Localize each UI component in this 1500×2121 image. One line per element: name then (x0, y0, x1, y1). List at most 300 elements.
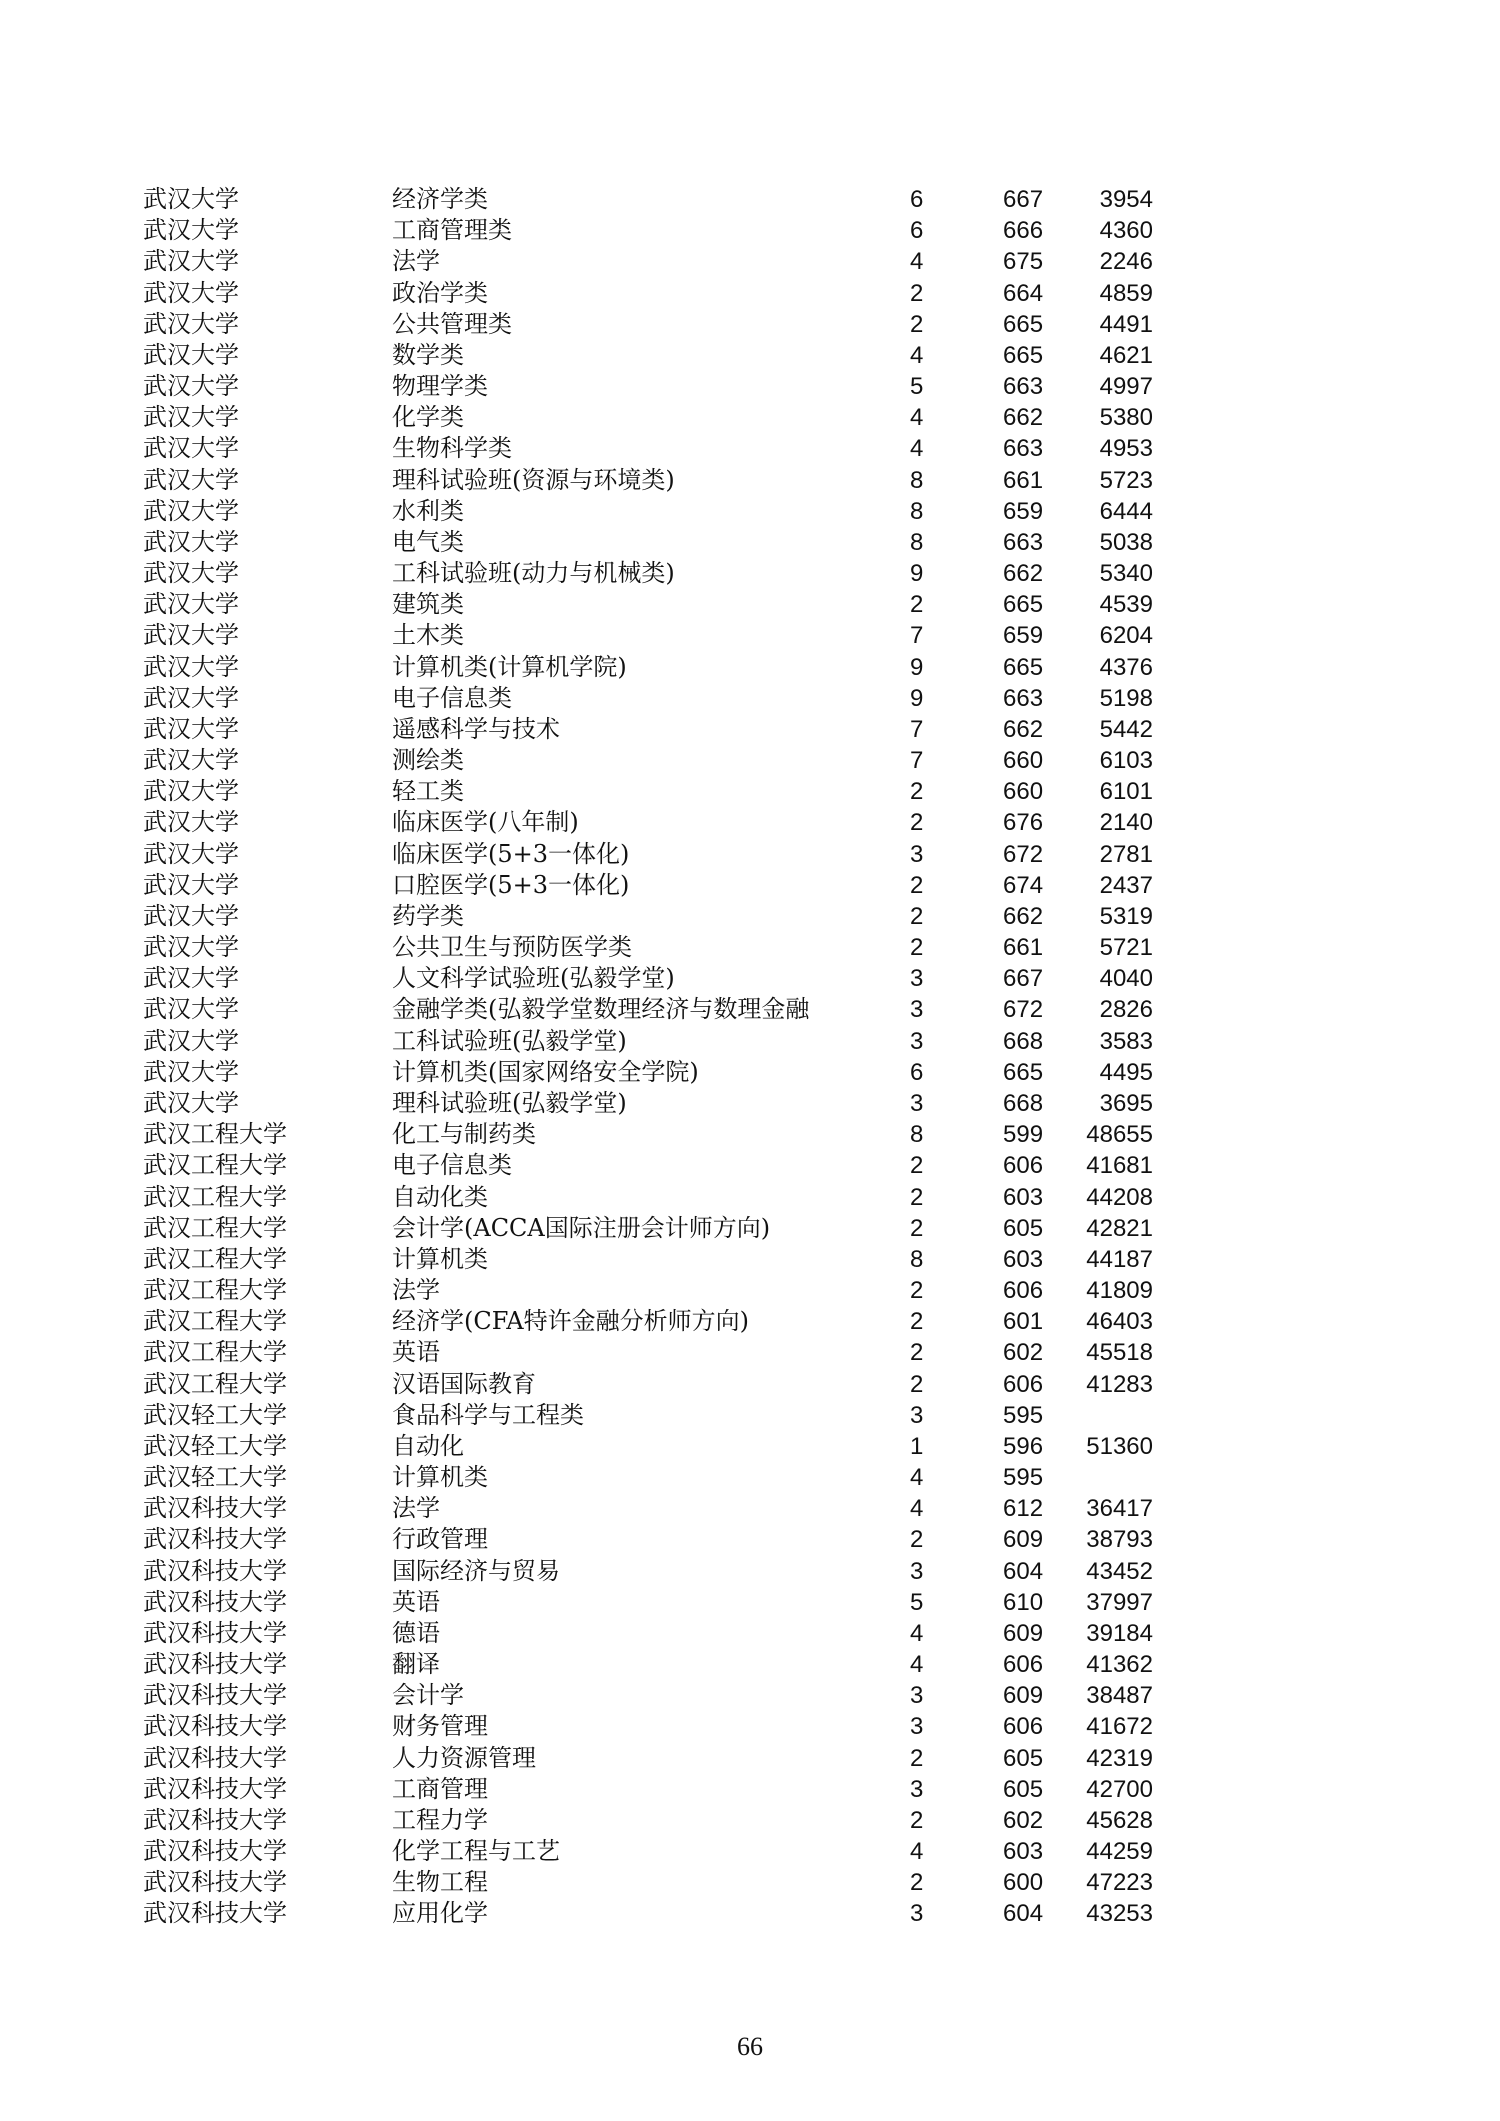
min-rank-cell: 38793 (1086, 1526, 1153, 1554)
table-row (0, 932, 1500, 963)
major-cell: 电子信息类 (392, 683, 512, 712)
table-row (0, 558, 1500, 589)
table-row (0, 683, 1500, 714)
table-row (0, 1774, 1500, 1805)
enrollment-count-cell: 3 (910, 965, 924, 993)
enrollment-count-cell: 2 (910, 778, 924, 806)
min-rank-cell: 41681 (1086, 1152, 1153, 1180)
enrollment-count-cell: 4 (910, 1464, 924, 1492)
table-row (0, 839, 1500, 870)
university-cell: 武汉工程大学 (143, 1151, 287, 1180)
min-score-cell: 599 (1003, 1121, 1044, 1149)
min-score-cell: 659 (1003, 622, 1044, 650)
min-rank-cell: 44208 (1086, 1183, 1153, 1211)
table-row (0, 901, 1500, 932)
min-rank-cell: 2781 (1099, 840, 1153, 868)
major-cell: 土木类 (392, 621, 464, 650)
enrollment-count-cell: 2 (910, 1152, 924, 1180)
university-cell: 武汉工程大学 (143, 1338, 287, 1367)
major-cell: 临床医学(5+3一体化) (392, 839, 630, 868)
table-row (0, 1213, 1500, 1244)
enrollment-count-cell: 8 (910, 528, 924, 556)
min-score-cell: 604 (1003, 1900, 1044, 1928)
min-rank-cell: 5198 (1099, 684, 1153, 712)
table-row (0, 1462, 1500, 1493)
major-cell: 人力资源管理 (392, 1743, 536, 1772)
university-cell: 武汉大学 (143, 559, 239, 588)
min-score-cell: 667 (1003, 965, 1044, 993)
min-rank-cell: 5442 (1099, 715, 1153, 743)
table-row (0, 402, 1500, 433)
university-cell: 武汉大学 (143, 1057, 239, 1086)
min-score-cell: 662 (1003, 560, 1044, 588)
enrollment-count-cell: 2 (910, 1806, 924, 1834)
university-cell: 武汉科技大学 (143, 1587, 287, 1616)
major-cell: 化学类 (392, 403, 464, 432)
major-cell: 化学工程与工艺 (392, 1837, 560, 1866)
min-rank-cell: 4491 (1099, 310, 1153, 338)
min-score-cell: 663 (1003, 528, 1044, 556)
university-cell: 武汉大学 (143, 621, 239, 650)
min-score-cell: 604 (1003, 1557, 1044, 1585)
university-cell: 武汉科技大学 (143, 1525, 287, 1554)
major-cell: 工科试验班(动力与机械类) (392, 559, 675, 588)
min-score-cell: 610 (1003, 1588, 1044, 1616)
min-score-cell: 605 (1003, 1744, 1044, 1772)
major-cell: 工程力学 (392, 1805, 488, 1834)
min-score-cell: 662 (1003, 404, 1044, 432)
major-cell: 会计学(ACCA国际注册会计师方向) (392, 1213, 771, 1242)
university-cell: 武汉大学 (143, 777, 239, 806)
major-cell: 工商管理 (392, 1774, 488, 1803)
min-score-cell: 609 (1003, 1526, 1044, 1554)
major-cell: 法学 (392, 247, 440, 276)
enrollment-count-cell: 3 (910, 1775, 924, 1803)
table-row (0, 1275, 1500, 1306)
table-row (0, 496, 1500, 527)
table-row (0, 1026, 1500, 1057)
table-row (0, 963, 1500, 994)
university-cell: 武汉大学 (143, 714, 239, 743)
table-row (0, 1805, 1500, 1836)
table-row (0, 1649, 1500, 1680)
university-cell: 武汉科技大学 (143, 1681, 287, 1710)
enrollment-count-cell: 6 (910, 186, 924, 213)
enrollment-count-cell: 2 (910, 871, 924, 899)
table-row (0, 1431, 1500, 1462)
university-cell: 武汉大学 (143, 995, 239, 1024)
enrollment-count-cell: 3 (910, 1900, 924, 1928)
enrollment-count-cell: 2 (910, 902, 924, 930)
university-cell: 武汉科技大学 (143, 1743, 287, 1772)
min-score-cell: 665 (1003, 591, 1044, 619)
table-row (0, 309, 1500, 340)
table-row (0, 1867, 1500, 1898)
min-score-cell: 665 (1003, 341, 1044, 369)
min-rank-cell: 36417 (1086, 1495, 1153, 1523)
major-cell: 轻工类 (392, 777, 464, 806)
min-score-cell: 663 (1003, 684, 1044, 712)
university-cell: 武汉大学 (143, 683, 239, 712)
major-cell: 工商管理类 (392, 216, 512, 245)
min-rank-cell: 48655 (1086, 1121, 1153, 1149)
university-cell: 武汉科技大学 (143, 1712, 287, 1741)
enrollment-count-cell: 1 (910, 1432, 924, 1460)
university-cell: 武汉大学 (143, 403, 239, 432)
university-cell: 武汉工程大学 (143, 1276, 287, 1305)
major-cell: 自动化类 (392, 1182, 488, 1211)
min-rank-cell: 5340 (1099, 560, 1153, 588)
university-cell: 武汉工程大学 (143, 1307, 287, 1336)
min-score-cell: 661 (1003, 466, 1044, 494)
university-cell: 武汉大学 (143, 590, 239, 619)
table-row (0, 1680, 1500, 1711)
table-row (0, 527, 1500, 558)
table-row (0, 1119, 1500, 1150)
major-cell: 电气类 (392, 527, 464, 556)
university-cell: 武汉科技大学 (143, 1868, 287, 1897)
table-row (0, 589, 1500, 620)
table-row (0, 745, 1500, 776)
table-row (0, 1493, 1500, 1524)
university-cell: 武汉大学 (143, 309, 239, 338)
enrollment-count-cell: 9 (910, 653, 924, 681)
min-rank-cell: 4495 (1099, 1058, 1153, 1086)
min-score-cell: 674 (1003, 871, 1044, 899)
table-row (0, 1400, 1500, 1431)
table-row (0, 371, 1500, 402)
min-score-cell: 663 (1003, 435, 1044, 463)
min-rank-cell: 4997 (1099, 373, 1153, 401)
table-row (0, 1743, 1500, 1774)
university-cell: 武汉科技大学 (143, 1837, 287, 1866)
enrollment-count-cell: 2 (910, 279, 924, 307)
university-cell: 武汉大学 (143, 216, 239, 245)
min-score-cell: 672 (1003, 996, 1044, 1024)
enrollment-count-cell: 4 (910, 1619, 924, 1647)
university-cell: 武汉大学 (143, 839, 239, 868)
university-cell: 武汉大学 (143, 1026, 239, 1055)
enrollment-count-cell: 3 (910, 1557, 924, 1585)
min-rank-cell: 4953 (1099, 435, 1153, 463)
enrollment-count-cell: 6 (910, 1058, 924, 1086)
enrollment-count-cell: 8 (910, 497, 924, 525)
min-score-cell: 668 (1003, 1089, 1044, 1117)
table-row (0, 1057, 1500, 1088)
min-rank-cell: 5380 (1099, 404, 1153, 432)
min-rank-cell: 45518 (1086, 1339, 1153, 1367)
table-row (0, 1369, 1500, 1400)
table-row (0, 807, 1500, 838)
min-score-cell: 609 (1003, 1619, 1044, 1647)
major-cell: 德语 (392, 1618, 440, 1647)
major-cell: 物理学类 (392, 372, 488, 401)
page-number: 66 (737, 2032, 763, 2061)
enrollment-count-cell: 2 (910, 1214, 924, 1242)
min-rank-cell: 42319 (1086, 1744, 1153, 1772)
min-rank-cell: 37997 (1086, 1588, 1153, 1616)
university-cell: 武汉大学 (143, 652, 239, 681)
min-rank-cell: 42821 (1086, 1214, 1153, 1242)
min-score-cell: 668 (1003, 1027, 1044, 1055)
table-row (0, 1182, 1500, 1213)
major-cell: 临床医学(八年制) (392, 808, 579, 837)
table-row (0, 1150, 1500, 1181)
university-cell: 武汉科技大学 (143, 1650, 287, 1679)
min-rank-cell: 46403 (1086, 1308, 1153, 1336)
major-cell: 应用化学 (392, 1899, 488, 1928)
min-rank-cell: 51360 (1086, 1432, 1153, 1460)
enrollment-count-cell: 4 (910, 1651, 924, 1679)
min-rank-cell: 2437 (1099, 871, 1153, 899)
min-score-cell: 665 (1003, 653, 1044, 681)
min-score-cell: 602 (1003, 1339, 1044, 1367)
university-cell: 武汉大学 (143, 434, 239, 463)
table-row (0, 652, 1500, 683)
major-cell: 英语 (392, 1587, 440, 1616)
major-cell: 建筑类 (392, 590, 464, 619)
min-rank-cell: 44187 (1086, 1245, 1153, 1273)
min-rank-cell: 41672 (1086, 1713, 1153, 1741)
enrollment-count-cell: 2 (910, 1183, 924, 1211)
min-rank-cell: 5721 (1099, 934, 1153, 962)
min-score-cell: 665 (1003, 1058, 1044, 1086)
min-score-cell: 660 (1003, 778, 1044, 806)
table-row (0, 1088, 1500, 1119)
min-rank-cell: 6101 (1099, 778, 1153, 806)
enrollment-count-cell: 3 (910, 1089, 924, 1117)
min-score-cell: 603 (1003, 1838, 1044, 1866)
university-cell: 武汉大学 (143, 964, 239, 993)
min-score-cell: 660 (1003, 747, 1044, 775)
min-rank-cell: 45628 (1086, 1806, 1153, 1834)
min-score-cell: 666 (1003, 217, 1044, 245)
university-cell: 武汉科技大学 (143, 1774, 287, 1803)
major-cell: 生物工程 (392, 1868, 488, 1897)
major-cell: 公共卫生与预防医学类 (392, 933, 632, 962)
min-score-cell: 612 (1003, 1495, 1044, 1523)
major-cell: 政治学类 (392, 278, 488, 307)
min-score-cell: 606 (1003, 1713, 1044, 1741)
enrollment-count-cell: 2 (910, 1370, 924, 1398)
min-rank-cell: 5723 (1099, 466, 1153, 494)
university-cell: 武汉大学 (143, 746, 239, 775)
major-cell: 国际经济与贸易 (392, 1556, 560, 1585)
major-cell: 食品科学与工程类 (392, 1400, 584, 1429)
min-rank-cell: 41809 (1086, 1277, 1153, 1305)
enrollment-count-cell: 2 (910, 934, 924, 962)
university-cell: 武汉科技大学 (143, 1618, 287, 1647)
min-rank-cell: 44259 (1086, 1838, 1153, 1866)
min-rank-cell: 43452 (1086, 1557, 1153, 1585)
major-cell: 药学类 (392, 901, 464, 930)
min-rank-cell: 5038 (1099, 528, 1153, 556)
table-row (0, 994, 1500, 1025)
university-cell: 武汉工程大学 (143, 1120, 287, 1149)
table-row (0, 340, 1500, 371)
min-score-cell: 603 (1003, 1183, 1044, 1211)
university-cell: 武汉大学 (143, 340, 239, 369)
min-score-cell: 662 (1003, 902, 1044, 930)
enrollment-count-cell: 2 (910, 1744, 924, 1772)
major-cell: 数学类 (392, 340, 464, 369)
enrollment-count-cell: 4 (910, 1495, 924, 1523)
min-rank-cell: 6103 (1099, 747, 1153, 775)
min-score-cell: 603 (1003, 1245, 1044, 1273)
min-rank-cell: 42700 (1086, 1775, 1153, 1803)
table-row (0, 870, 1500, 901)
university-cell: 武汉工程大学 (143, 1369, 287, 1398)
university-cell: 武汉科技大学 (143, 1899, 287, 1928)
enrollment-count-cell: 4 (910, 435, 924, 463)
university-cell: 武汉大学 (143, 372, 239, 401)
major-cell: 口腔医学(5+3一体化) (392, 870, 630, 899)
major-cell: 化工与制药类 (392, 1120, 536, 1149)
major-cell: 财务管理 (392, 1712, 488, 1741)
university-cell: 武汉大学 (143, 933, 239, 962)
major-cell: 计算机类 (392, 1244, 488, 1273)
university-cell: 武汉工程大学 (143, 1244, 287, 1273)
table-row (0, 1836, 1500, 1867)
min-score-cell: 676 (1003, 809, 1044, 837)
min-rank-cell: 2826 (1099, 996, 1153, 1024)
min-score-cell: 606 (1003, 1152, 1044, 1180)
min-rank-cell: 5319 (1099, 902, 1153, 930)
table-row (0, 246, 1500, 277)
table-row (0, 278, 1500, 309)
table-row (0, 776, 1500, 807)
min-score-cell: 659 (1003, 497, 1044, 525)
min-score-cell: 605 (1003, 1214, 1044, 1242)
min-rank-cell (1073, 1400, 1153, 1431)
major-cell: 理科试验班(弘毅学堂) (392, 1088, 627, 1117)
enrollment-count-cell: 3 (910, 1027, 924, 1055)
min-rank-cell (1073, 1462, 1153, 1493)
min-rank-cell: 4621 (1099, 341, 1153, 369)
enrollment-count-cell: 5 (910, 373, 924, 401)
major-cell: 汉语国际教育 (392, 1369, 536, 1398)
enrollment-count-cell: 7 (910, 747, 924, 775)
table-row (0, 620, 1500, 651)
min-score-cell: 602 (1003, 1806, 1044, 1834)
major-cell: 法学 (392, 1276, 440, 1305)
enrollment-count-cell: 7 (910, 622, 924, 650)
enrollment-count-cell: 3 (910, 840, 924, 868)
table-row (0, 465, 1500, 496)
min-score-cell: 661 (1003, 934, 1044, 962)
min-rank-cell: 47223 (1086, 1869, 1153, 1897)
university-cell: 武汉大学 (143, 901, 239, 930)
min-score-cell: 595 (1003, 1401, 1044, 1429)
table-row (0, 1618, 1500, 1649)
enrollment-count-cell: 3 (910, 996, 924, 1024)
enrollment-count-cell: 2 (910, 1308, 924, 1336)
enrollment-count-cell: 4 (910, 404, 924, 432)
major-cell: 经济学(CFA特许金融分析师方向) (392, 1307, 749, 1336)
enrollment-count-cell: 9 (910, 560, 924, 588)
table-row (0, 1898, 1500, 1929)
university-cell: 武汉大学 (143, 278, 239, 307)
university-cell: 武汉大学 (143, 1088, 239, 1117)
min-score-cell: 601 (1003, 1308, 1044, 1336)
university-cell: 武汉大学 (143, 185, 239, 213)
min-rank-cell: 2140 (1099, 809, 1153, 837)
major-cell: 英语 (392, 1338, 440, 1367)
min-score-cell: 606 (1003, 1651, 1044, 1679)
enrollment-count-cell: 2 (910, 1339, 924, 1367)
major-cell: 计算机类(国家网络安全学院) (392, 1057, 699, 1086)
major-cell: 生物科学类 (392, 434, 512, 463)
major-cell: 水利类 (392, 496, 464, 525)
min-rank-cell: 6444 (1099, 497, 1153, 525)
min-rank-cell: 4859 (1099, 279, 1153, 307)
min-score-cell: 675 (1003, 248, 1044, 276)
university-cell: 武汉工程大学 (143, 1182, 287, 1211)
min-score-cell: 662 (1003, 715, 1044, 743)
university-cell: 武汉轻工大学 (143, 1463, 287, 1492)
min-rank-cell: 41362 (1086, 1651, 1153, 1679)
university-cell: 武汉大学 (143, 808, 239, 837)
table-row (0, 184, 1500, 215)
min-score-cell: 667 (1003, 186, 1044, 213)
major-cell: 电子信息类 (392, 1151, 512, 1180)
university-cell: 武汉科技大学 (143, 1805, 287, 1834)
min-rank-cell: 3695 (1099, 1089, 1153, 1117)
enrollment-count-cell: 8 (910, 466, 924, 494)
major-cell: 翻译 (392, 1650, 440, 1679)
enrollment-count-cell: 8 (910, 1245, 924, 1273)
min-rank-cell: 3583 (1099, 1027, 1153, 1055)
major-cell: 测绘类 (392, 746, 464, 775)
min-rank-cell: 39184 (1086, 1619, 1153, 1647)
min-score-cell: 605 (1003, 1775, 1044, 1803)
min-rank-cell: 6204 (1099, 622, 1153, 650)
university-cell: 武汉大学 (143, 247, 239, 276)
major-cell: 经济学类 (392, 185, 488, 213)
min-rank-cell: 4040 (1099, 965, 1153, 993)
min-rank-cell: 4376 (1099, 653, 1153, 681)
admission-score-table (0, 184, 1500, 1930)
university-cell: 武汉科技大学 (143, 1494, 287, 1523)
min-score-cell: 606 (1003, 1277, 1044, 1305)
major-cell: 公共管理类 (392, 309, 512, 338)
enrollment-count-cell: 2 (910, 1277, 924, 1305)
university-cell: 武汉大学 (143, 465, 239, 494)
min-score-cell: 663 (1003, 373, 1044, 401)
table-row (0, 1587, 1500, 1618)
min-score-cell: 609 (1003, 1682, 1044, 1710)
min-score-cell: 606 (1003, 1370, 1044, 1398)
university-cell: 武汉大学 (143, 496, 239, 525)
university-cell: 武汉工程大学 (143, 1213, 287, 1242)
university-cell: 武汉大学 (143, 870, 239, 899)
major-cell: 人文科学试验班(弘毅学堂) (392, 964, 675, 993)
enrollment-count-cell: 2 (910, 809, 924, 837)
min-score-cell: 595 (1003, 1464, 1044, 1492)
table-row (0, 215, 1500, 246)
major-cell: 自动化 (392, 1431, 464, 1460)
table-row (0, 1244, 1500, 1275)
enrollment-count-cell: 3 (910, 1682, 924, 1710)
min-rank-cell: 4360 (1099, 217, 1153, 245)
min-score-cell: 672 (1003, 840, 1044, 868)
major-cell: 金融学类(弘毅学堂数理经济与数理金融 (392, 995, 810, 1024)
university-cell: 武汉轻工大学 (143, 1431, 287, 1460)
major-cell: 会计学 (392, 1681, 464, 1710)
enrollment-count-cell: 8 (910, 1121, 924, 1149)
enrollment-count-cell: 7 (910, 715, 924, 743)
enrollment-count-cell: 4 (910, 1838, 924, 1866)
